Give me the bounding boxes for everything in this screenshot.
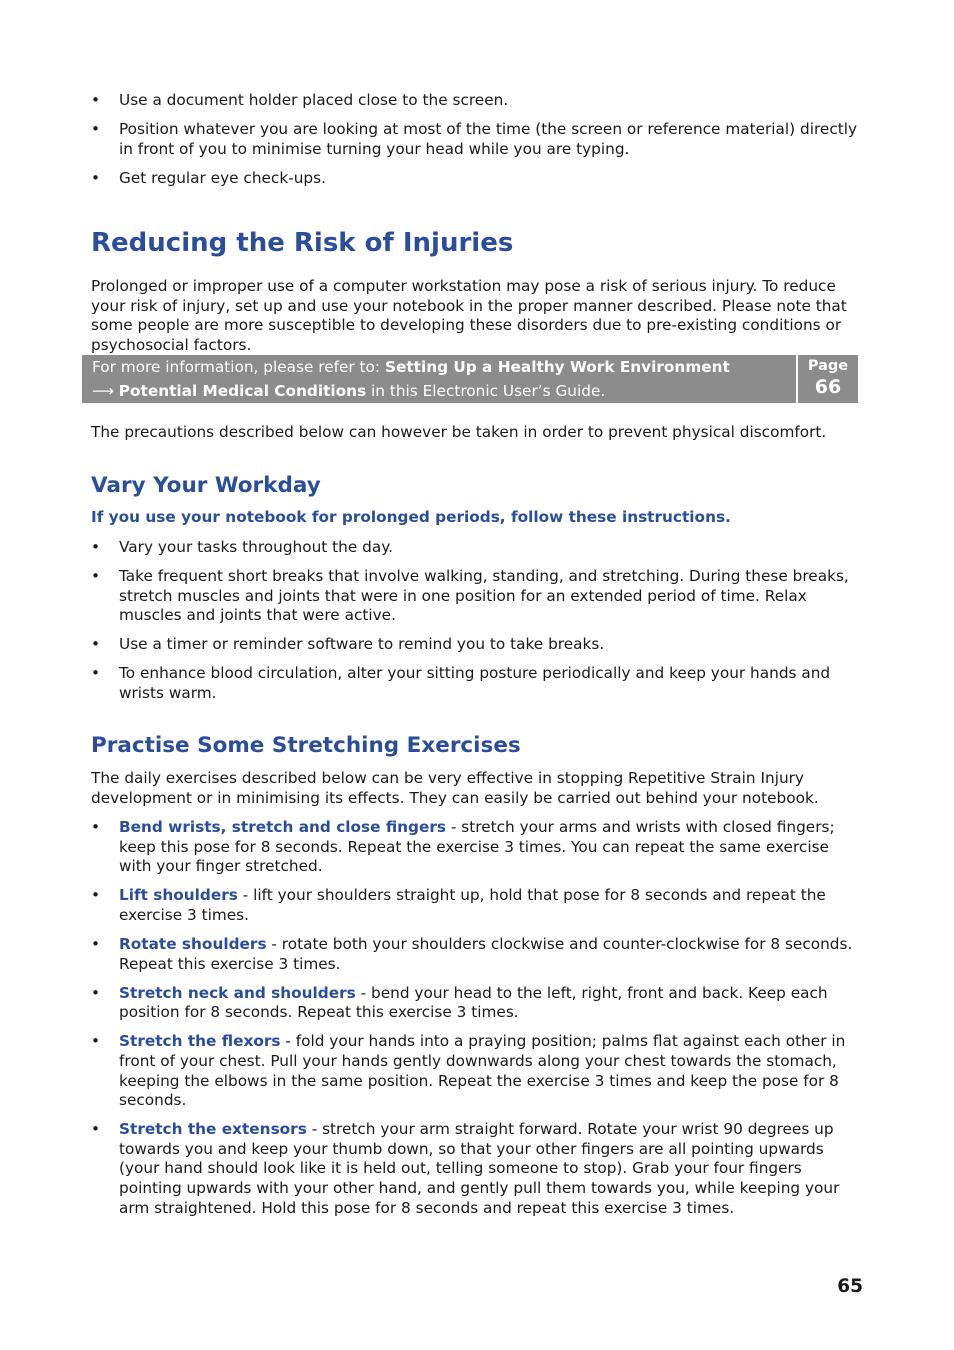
arrow-icon: ⟶ <box>92 382 119 400</box>
list-item: • Use a document holder placed close to the screen. <box>91 91 863 111</box>
exercise-text: - fold your hands into a praying position; palms flat against each other in front of your chest. Pull your hands gently downwards along your chest towards the stomach, keeping the elbows in the same position. Repeat the exercise 3 times and keep the pose for 8 seconds. <box>119 1032 846 1110</box>
exercise-text: - lift your shoulders straight up, hold that pose for 8 seconds and repeat the exercise 3 times. <box>119 886 826 924</box>
stretch-title: Practise Some Stretching Exercises <box>91 733 521 758</box>
exercise-text: - stretch your arm straight forward. Rotate your wrist 90 degrees up towards you and keep your thumb down, so that your other fingers are all pointing upwards (your hand should look like it is held out, telling someone to stop). Grab your four fingers pointing upwards with your other hand, and gently pull them towards you, while keeping your arm straightened. Hold this pose for 8 seconds and repeat this exercise 3 times. <box>119 1120 840 1217</box>
list-item: • Get regular eye check-ups. <box>91 169 863 189</box>
list-item <box>91 935 863 974</box>
stretch-list <box>91 818 863 1228</box>
exercise-text: - bend your head to the left, right, front and back. Keep each position for 8 seconds. Repeat this exercise 3 times. <box>119 983 828 1022</box>
vary-subtitle: If you use your notebook for prolonged periods, follow these instructions. <box>91 508 731 526</box>
xref-prefix: For more information, please refer to: <box>92 358 385 376</box>
list-item <box>91 818 863 877</box>
exercise-text: - stretch your arms and wrists with closed fingers; keep this pose for 8 seconds. Repeat the exercise 3 times. You can repeat the same exercise with your finger stretched. <box>119 818 835 876</box>
vary-title: Vary Your Workday <box>91 473 321 498</box>
list-item: • Take frequent short breaks that involve walking, standing, and stretching. During these breaks, stretch muscles and joints that were in one position for an extended period of time. Relax muscles and joints that were active. <box>91 567 863 626</box>
list-item <box>91 1120 863 1218</box>
exercise-term: Stretch the flexors <box>119 1032 281 1051</box>
exercise-term: Stretch the extensors <box>119 1120 307 1139</box>
cross-reference-text[interactable] <box>82 355 796 403</box>
xref-page-reference[interactable] <box>798 355 858 403</box>
section-intro: Prolonged or improper use of a computer workstation may pose a risk of serious injury. To reduce your risk of injury, set up and use your notebook in the proper manner described. Please note that some people are more susceptible to developing these disorders due to pre-existing conditions or psychosocial factors. <box>91 277 847 354</box>
precautions-text: The precautions described below can however be taken in order to prevent physical discomfort. <box>91 423 827 441</box>
exercise-text: - rotate both your shoulders clockwise and counter-clockwise for 8 seconds. Repeat this exercise 3 times. <box>119 934 853 973</box>
list-item: • To enhance blood circulation, alter your sitting posture periodically and keep your hands and wrists warm. <box>91 664 863 703</box>
xref-page-label: Page <box>807 358 849 374</box>
list-item: • Vary your tasks throughout the day. <box>91 538 863 558</box>
vary-list <box>91 538 863 713</box>
exercise-term: Lift shoulders <box>119 886 238 905</box>
list-item: • Position whatever you are looking at most of the time (the screen or reference material) directly in front of you to minimise turning your head while you are typing. <box>91 120 863 159</box>
eye-tips-list <box>91 91 863 198</box>
xref-link-healthy-work-environment[interactable]: Setting Up a Healthy Work Environment <box>384 358 730 376</box>
xref-suffix: in this Electronic User’s Guide. <box>366 382 606 400</box>
list-item: • Use a timer or reminder software to remind you to take breaks. <box>91 635 863 655</box>
exercise-term: Rotate shoulders <box>119 934 267 953</box>
stretch-intro: The daily exercises described below can be very effective in stopping Repetitive Strain Injury development or in minimising its effects. They can easily be carried out behind your notebook. <box>91 769 819 807</box>
xref-link-medical-conditions[interactable]: Potential Medical Conditions <box>118 382 367 400</box>
xref-page-number: 66 <box>814 376 842 398</box>
list-item <box>91 984 863 1023</box>
section-title: Reducing the Risk of Injuries <box>91 228 514 258</box>
cross-reference-box <box>82 355 858 403</box>
list-item <box>91 1032 863 1110</box>
exercise-term: Bend wrists, stretch and close fingers <box>119 818 447 836</box>
exercise-term: Stretch neck and shoulders <box>119 983 356 1002</box>
page-number: 65 <box>837 1276 863 1297</box>
list-item <box>91 886 863 925</box>
